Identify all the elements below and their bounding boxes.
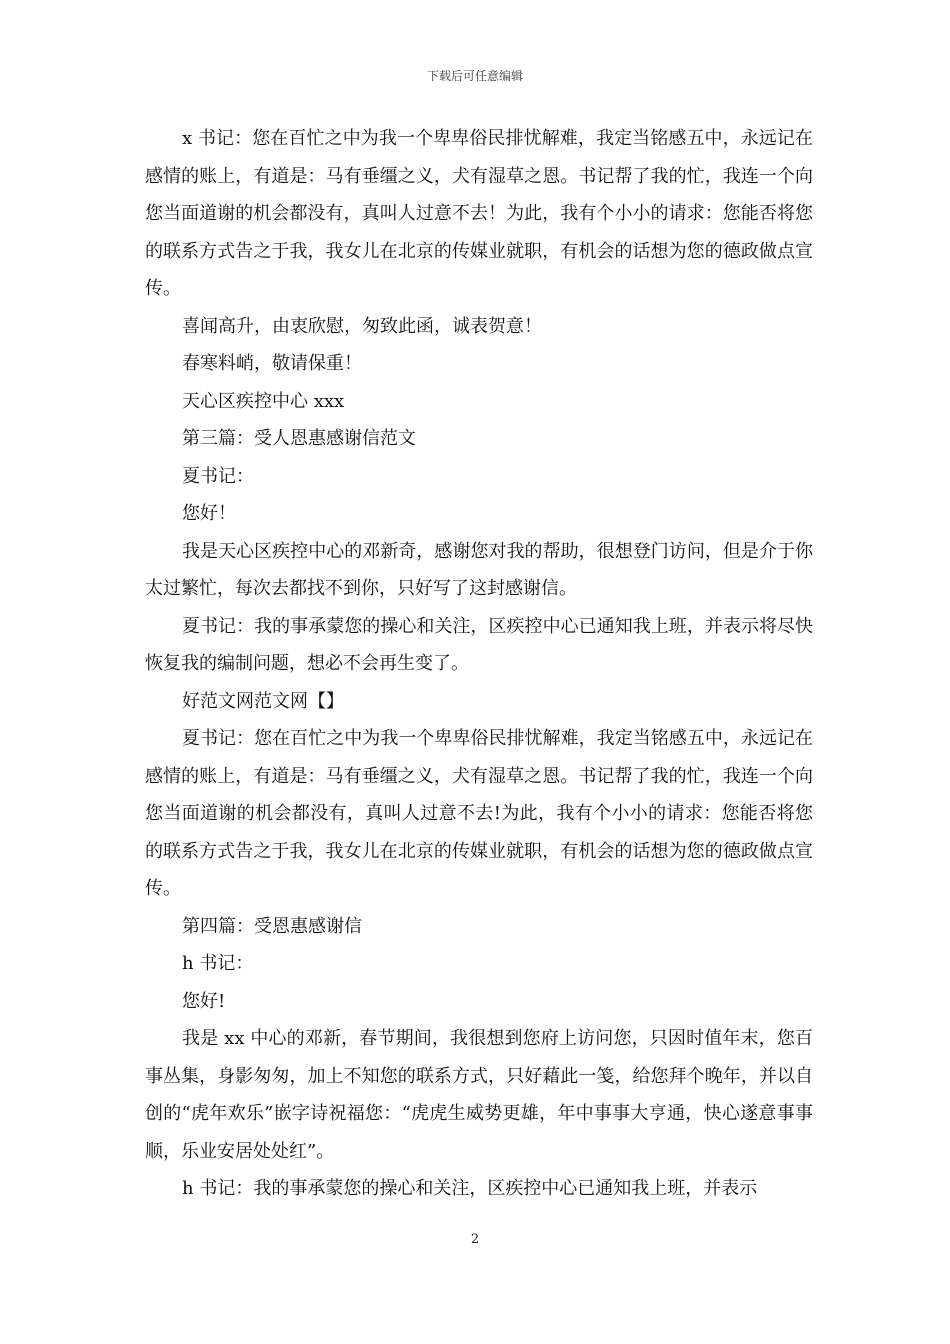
- page-number: 2: [470, 1232, 480, 1247]
- section-heading: 第四篇：受恩惠感谢信: [182, 915, 362, 937]
- paragraph: h 书记：我的事承蒙您的操心和关注，区疾控中心已通知我上班，并表示: [182, 1178, 758, 1199]
- paragraph: 我是 xx 中心的邓新，春节期间，我很想到您府上访问您，只因时值年末，您百事丛集，身影匆匆，加上不知您的联系方式，只好藉此一笺，给您拜个晚年，并以自创的“虎年欢乐”嵌字诗祝福您：“虎虎生威势更雄，年中事事大亨通，快心遂意事事顺，乐业安居处处红”。: [145, 1028, 813, 1162]
- paragraph: 我是天心区疾控中心的邓新奇，感谢您对我的帮助，很想登门访问，但是介于你太过繁忙，每次去都找不到你，只好写了这封感谢信。: [145, 540, 813, 599]
- greeting: 您好!: [182, 990, 226, 1012]
- document-body: [145, 120, 813, 1208]
- signature-line: 天心区疾控中心 xxx: [182, 390, 345, 412]
- paragraph: 春寒料峭，敬请保重！: [182, 353, 362, 374]
- greeting: 您好！: [182, 503, 236, 524]
- salutation: 夏书记：: [182, 465, 254, 487]
- paragraph: x 书记：您在百忙之中为我一个卑卑俗民排忧解难，我定当铭感五中，永远记在感情的账上，有道是：马有垂缰之义，犬有湿草之恩。书记帮了我的忙，我连一个向您当面道谢的机会都没有，真叫人过意不去！为此，我有个小小的请求：您能否将您的联系方式告之于我，我女儿在北京的传媒业就职，有机会的话想为您的德政做点宣传。: [145, 128, 813, 299]
- paragraph: 好范文网范文网【】: [182, 690, 344, 712]
- salutation: h 书记：: [182, 953, 254, 974]
- paragraph: 夏书记：我的事承蒙您的操心和关注，区疾控中心已通知我上班，并表示将尽快恢复我的编制问题，想必不会再生变了。: [145, 615, 813, 674]
- paragraph: 喜闻高升，由衷欣慰，匆致此函，诚表贺意！: [182, 315, 542, 337]
- paragraph: 夏书记：您在百忙之中为我一个卑卑俗民排忧解难，我定当铭感五中，永远记在感情的账上，有道是：马有垂缰之义，犬有湿草之恩。书记帮了我的忙，我连一个向您当面道谢的机会都没有，真叫人过意不去!为此，我有个小小的请求：您能否将您的联系方式告之于我，我女儿在北京的传媒业就职，有机会的话想为您的德政做点宣传。: [145, 728, 813, 899]
- page-header: 下载后可任意编辑: [426, 69, 523, 83]
- section-heading: 第三篇：受人恩惠感谢信范文: [182, 428, 416, 449]
